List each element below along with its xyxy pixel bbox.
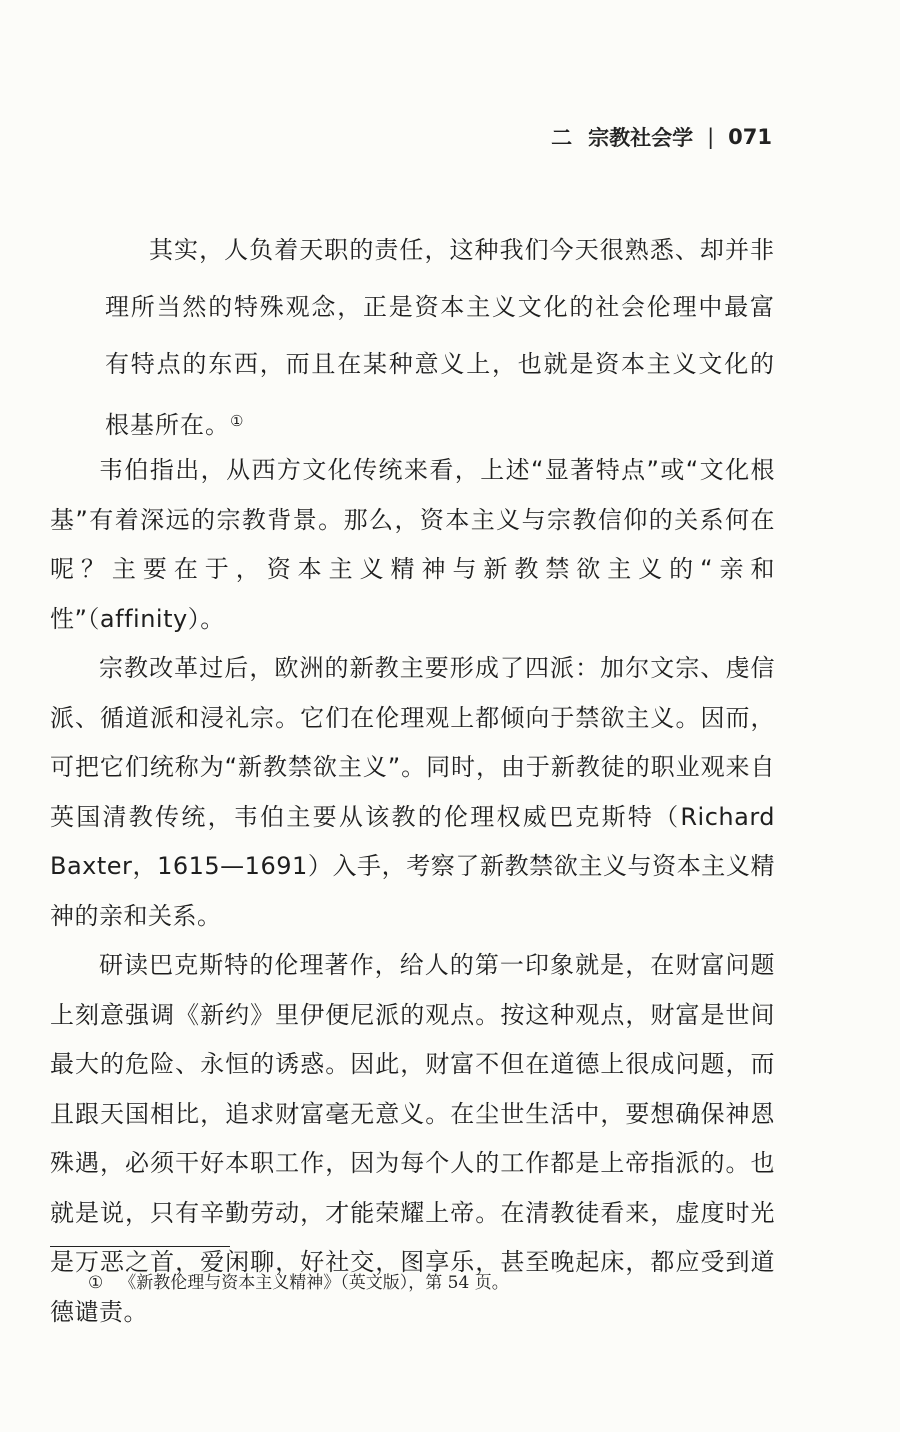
body-text <box>50 446 775 1337</box>
page-number: 071 <box>728 125 772 149</box>
paragraph: 宗教改革过后，欧洲的新教主要形成了四派：加尔文宗、虔信派、循道派和浸礼宗。它们在伦理观上都倾向于禁欲主义。因而，可把它们统称为“新教禁欲主义”。同时，由于新教徒的职业观来自英国清教传统，韦伯主要从该教的伦理权威巴克斯特（Richard Baxter，1615—1691）入手，考察了新教禁欲主义与资本主义精神的亲和关系。 <box>50 654 775 930</box>
footnote-mark: ① <box>88 1273 104 1293</box>
running-header <box>551 122 772 152</box>
footnote-divider <box>50 1246 230 1247</box>
chapter-title: 宗教社会学 <box>588 126 694 150</box>
header-separator: | <box>707 125 715 149</box>
chapter-number: 二 <box>551 126 573 150</box>
block-quote <box>105 222 775 454</box>
footnote-reference: ① <box>230 412 245 430</box>
footnote <box>88 1268 509 1293</box>
footnote-text: 《新教伦理与资本主义精神》（英文版），第 54 页。 <box>119 1273 509 1293</box>
quote-text: 其实，人负着天职的责任，这种我们今天很熟悉、却并非理所当然的特殊观念，正是资本主义文化的社会伦理中最富有特点的东西，而且在某种意义上，也就是资本主义文化的根基所在。 <box>105 236 775 439</box>
paragraph: 韦伯指出，从西方文化传统来看，上述“显著特点”或“文化根基”有着深远的宗教背景。那么，资本主义与宗教信仰的关系何在呢？主要在于，资本主义精神与新教禁欲主义的“亲和性”（affinity）。 <box>50 456 775 633</box>
paragraph: 研读巴克斯特的伦理著作，给人的第一印象就是，在财富问题上刻意强调《新约》里伊便尼派的观点。按这种观点，财富是世间最大的危险、永恒的诱惑。因此，财富不但在道德上很成问题，而且跟天国相比，追求财富毫无意义。在尘世生活中，要想确保神恩殊遇，必须干好本职工作，因为每个人的工作都是上帝指派的。也就是说，只有辛勤劳动，才能荣耀上帝。在清教徒看来，虚度时光是万恶之首，爱闲聊，好社交，图享乐，甚至晚起床，都应受到道德谴责。 <box>50 951 775 1326</box>
